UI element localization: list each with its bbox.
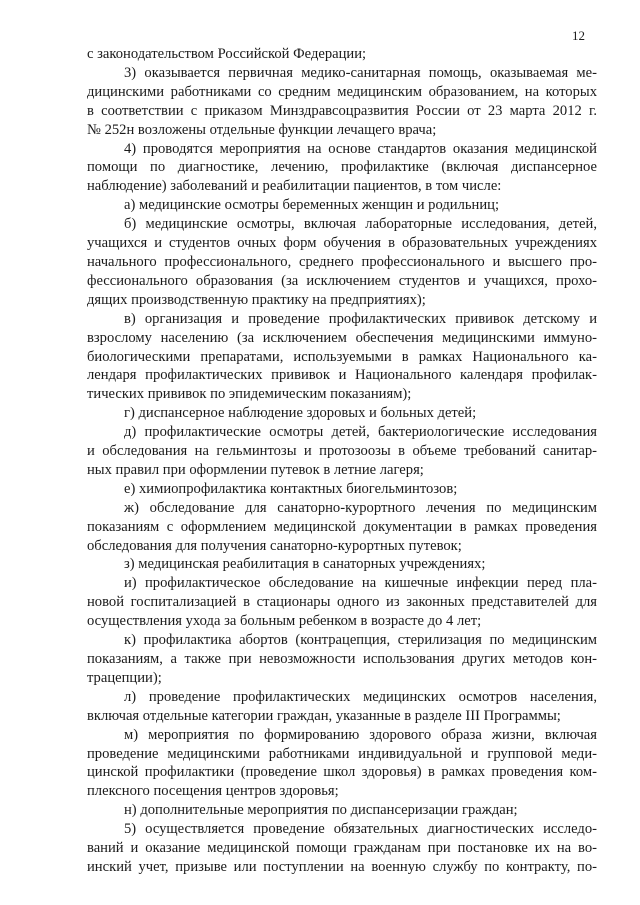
text-line: ж) обследование для санаторно-курортного лечения по медицинским: [124, 499, 597, 516]
text-line: 3) оказывается первичная медико-санитарная помощь, оказываемая ме-: [124, 64, 597, 81]
text-line: а) медицинские осмотры беременных женщин и родильниц;: [124, 197, 499, 214]
text-line: в) организация и проведение профилактических прививок детскому и: [124, 310, 597, 327]
text-line: в соответствии с приказом Минздравсоцразвития России от 23 марта 2012 г.: [87, 102, 597, 119]
text-line: новой госпитализацией в стационары одного из законных представителей для: [87, 594, 597, 611]
text-line: лендаря профилактических прививок и Национального календаря профилак-: [87, 367, 597, 384]
text-line: дящих производственную практику на предприятиях);: [87, 291, 426, 308]
text-line: л) проведение профилактических медицинских осмотров населения,: [124, 688, 597, 705]
text-line: цинской профилактики (проведение школ здоровья) в рамках проведения ком-: [87, 764, 597, 781]
text-line: помощи по диагностике, лечению, профилактике (включая диспансерное: [87, 159, 597, 176]
text-line: к) профилактика абортов (контрацепция, стерилизация по медицинским: [124, 632, 597, 649]
text-line: плексного посещения центров здоровья;: [87, 783, 339, 800]
text-line: обследования для получения санаторно-курортных путевок;: [87, 537, 462, 554]
text-line: наблюдение) заболеваний и реабилитации пациентов, в том числе:: [87, 178, 502, 195]
document-body: [87, 45, 597, 877]
text-line: осуществления ухода за больным ребенком в возрасте до 4 лет;: [87, 613, 482, 630]
text-line: включая отдельные категории граждан, указанные в разделе III Программы;: [87, 707, 561, 724]
text-line: показаниям с оформлением медицинской документации в рамках проведения: [87, 518, 597, 535]
text-line: № 252н возложены отдельные функции лечащего врача;: [87, 121, 437, 138]
text-line: проведение медицинскими работниками индивидуальной и групповой меди-: [87, 745, 597, 762]
text-line: г) диспансерное наблюдение здоровых и больных детей;: [124, 405, 477, 422]
text-line: тических прививок по эпидемическим показаниям);: [87, 386, 412, 403]
text-line: 4) проводятся мероприятия на основе стандартов оказания медицинской: [124, 140, 597, 157]
text-line: взрослому населению (за исключением обеспечения медицинскими иммуно-: [87, 329, 597, 346]
text-line: с законодательством Российской Федерации;: [87, 46, 367, 62]
text-line: е) химиопрофилактика контактных биогельминтозов;: [124, 480, 458, 497]
text-line: начального профессионального, среднего профессионального и высшего про-: [87, 253, 597, 270]
text-line: трацепции);: [87, 669, 162, 686]
text-line: з) медицинская реабилитация в санаторных учреждениях;: [124, 556, 486, 573]
text-line: биологическими препаратами, используемыми в рамках Национального ка-: [87, 348, 597, 365]
text-line: н) дополнительные мероприятия по диспансеризации граждан;: [124, 802, 518, 819]
text-line: ных правил при оформлении путевок в летние лагеря;: [87, 461, 424, 478]
text-line: фессионального образования (за исключением студентов и учащихся, прохо-: [87, 272, 597, 289]
text-line: инский учет, призыве или поступлении на военную службу по контракту, по-: [87, 858, 597, 875]
text-line: 5) осуществляется проведение обязательных диагностических исследо-: [124, 821, 597, 838]
text-line: д) профилактические осмотры детей, бактериологические исследования: [124, 424, 597, 441]
text-line: учащихся и студентов очных форм обучения в образовательных учреждениях: [87, 235, 597, 252]
text-line: и) профилактическое обследование на кишечные инфекции перед пла-: [124, 575, 597, 592]
text-line: показаниям, а также при невозможности использования других методов кон-: [87, 651, 597, 667]
text-line: м) мероприятия по формированию здорового образа жизни, включая: [124, 726, 597, 743]
text-line: ваний и оказание медицинской помощи гражданам при постановке их на во-: [87, 840, 597, 857]
text-line: б) медицинские осмотры, включая лабораторные исследования, детей,: [124, 216, 597, 233]
page-number: 12: [572, 28, 585, 43]
text-line: дицинскими работниками со средним медицинским образованием, на которых: [87, 83, 597, 100]
text-line: и обследования на гельминтозы и протозоозы в объеме требований санитар-: [87, 443, 597, 460]
